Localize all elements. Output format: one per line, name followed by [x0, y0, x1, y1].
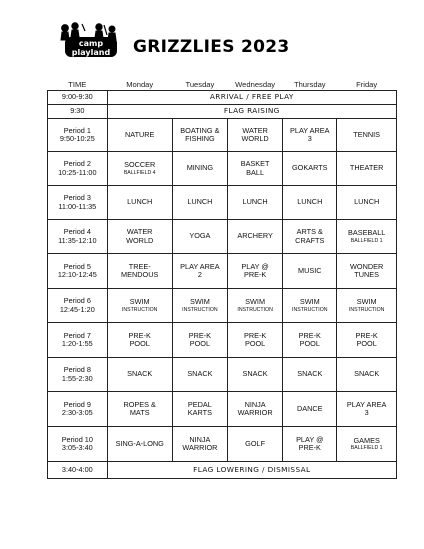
column-header-thursday: Thursday	[293, 79, 326, 89]
activity-name: WONDER TUNES	[350, 261, 384, 279]
column-header-tuesday: Tuesday	[185, 79, 215, 89]
logo-text-top: camp	[78, 39, 104, 48]
activity-cell	[337, 323, 397, 358]
activity-cell	[283, 254, 337, 289]
activity-name: DANCE	[297, 403, 323, 413]
activity-name: SNACK	[187, 369, 213, 379]
activity-name: PLAY AREA 3	[290, 125, 330, 143]
activity-name: PLAY @ PRE-K	[241, 261, 269, 279]
activity-cell	[107, 427, 172, 462]
banner-cell: ARRIVAL / FREE PLAY	[107, 91, 396, 105]
activity-cell	[337, 289, 397, 323]
header-row	[48, 78, 397, 91]
activity-name: TREE- MENDOUS	[121, 261, 159, 279]
activity-cell	[172, 427, 227, 462]
activity-name: BOATING & FISHING	[180, 125, 220, 143]
activity-location: BALLFIELD 1	[350, 445, 383, 452]
activity-name: NINJA WARRIOR	[182, 434, 218, 452]
activity-cell	[172, 289, 227, 323]
activity-name: BASKET BALL	[240, 159, 270, 177]
activity-name: NINJA WARRIOR	[237, 399, 273, 417]
schedule-row	[48, 91, 397, 105]
activity-cell	[172, 220, 227, 254]
activity-name: PRE-K POOL	[298, 330, 321, 348]
activity-cell	[337, 220, 397, 254]
schedule-row	[48, 462, 397, 479]
schedule-row	[48, 119, 397, 152]
activity-cell	[228, 220, 283, 254]
activity-cell	[283, 358, 337, 392]
activity-name: THEATER	[349, 163, 384, 173]
activity-name: SOCCER	[124, 160, 156, 170]
time-cell: 9:00-9:30	[48, 91, 108, 105]
activity-name: SNACK	[297, 369, 323, 379]
activity-name: WATER WORLD	[126, 227, 154, 245]
activity-name: MINING	[186, 163, 214, 173]
activity-name: SWIM	[245, 297, 266, 307]
activity-name: SING-A-LONG	[115, 438, 164, 448]
activity-cell	[172, 358, 227, 392]
activity-location: INSTRUCTION	[121, 306, 158, 313]
schedule-row	[48, 289, 397, 323]
activity-location: INSTRUCTION	[292, 306, 328, 313]
activity-cell	[172, 152, 227, 186]
activity-cell	[228, 358, 283, 392]
activity-name: GOKARTS	[291, 163, 328, 173]
activity-name: PRE-K POOL	[355, 330, 378, 348]
activity-location: BALLFIELD 4	[123, 169, 156, 176]
activity-cell	[337, 392, 397, 427]
schedule-row	[48, 105, 397, 119]
activity-cell	[228, 392, 283, 427]
activity-name: NATURE	[124, 129, 155, 139]
activity-cell	[283, 152, 337, 186]
activity-cell	[228, 186, 283, 220]
time-cell: Period 6 12:45-1:20	[48, 289, 108, 323]
activity-cell	[107, 220, 172, 254]
schedule-row	[48, 254, 397, 289]
activity-name: PLAY AREA 2	[180, 261, 220, 279]
time-cell: Period 3 11:00-11:35	[48, 186, 108, 220]
activity-name: SWIM	[189, 297, 210, 307]
activity-cell	[228, 427, 283, 462]
activity-cell	[107, 254, 172, 289]
activity-cell	[107, 289, 172, 323]
activity-cell	[172, 186, 227, 220]
activity-cell	[107, 152, 172, 186]
time-cell: Period 2 10:25-11:00	[48, 152, 108, 186]
camp-playland-logo	[57, 21, 123, 61]
activity-cell	[283, 392, 337, 427]
schedule-row	[48, 392, 397, 427]
time-cell: 3:40-4:00	[48, 462, 108, 479]
column-header-friday: Friday	[356, 79, 378, 89]
activity-cell	[107, 392, 172, 427]
column-header-time: TIME	[68, 79, 87, 89]
activity-name: ARCHERY	[237, 231, 273, 241]
time-cell: Period 8 1:55-2:30	[48, 358, 108, 392]
activity-location: INSTRUCTION	[348, 306, 385, 313]
banner-cell: FLAG LOWERING / DISMISSAL	[107, 462, 396, 479]
activity-name: LUNCH	[187, 197, 213, 207]
activity-name: LUNCH	[127, 197, 153, 207]
activity-name: ROPES & MATS	[123, 399, 156, 417]
activity-location: BALLFIELD 1	[350, 237, 383, 244]
activity-name: LUNCH	[242, 197, 268, 207]
schedule-body	[48, 91, 397, 479]
activity-name: PLAY AREA 3	[346, 399, 387, 417]
activity-name: GOLF	[245, 438, 266, 448]
activity-cell	[283, 220, 337, 254]
activity-cell	[172, 323, 227, 358]
activity-cell	[337, 427, 397, 462]
activity-name: GAMES	[353, 435, 380, 445]
activity-name: ARTS & CRAFTS	[295, 227, 325, 245]
activity-cell	[337, 186, 397, 220]
activity-cell	[228, 152, 283, 186]
schedule-row	[48, 323, 397, 358]
activity-cell	[228, 119, 283, 152]
time-cell: Period 5 12:10-12:45	[48, 254, 108, 289]
activity-name: PRE-K POOL	[243, 330, 267, 348]
banner-cell: FLAG RAISING	[107, 105, 396, 119]
page-title: GRIZZLIES 2023	[133, 37, 290, 57]
schedule-table	[47, 78, 397, 479]
time-cell: Period 4 11:35-12:10	[48, 220, 108, 254]
schedule-row	[48, 358, 397, 392]
activity-name: PRE-K POOL	[128, 330, 151, 348]
activity-location: INSTRUCTION	[237, 306, 273, 313]
activity-name: LUNCH	[297, 197, 323, 207]
activity-name: SWIM	[129, 297, 150, 307]
activity-cell	[283, 289, 337, 323]
activity-name: SNACK	[354, 369, 380, 379]
activity-name: PEDAL KARTS	[187, 399, 212, 417]
activity-cell	[283, 119, 337, 152]
activity-cell	[172, 254, 227, 289]
activity-cell	[228, 323, 283, 358]
activity-cell	[107, 358, 172, 392]
activity-cell	[172, 119, 227, 152]
activity-name: PRE-K POOL	[188, 330, 212, 348]
activity-name: YOGA	[189, 231, 211, 241]
column-header-wednesday: Wednesday	[235, 79, 276, 89]
schedule-row	[48, 186, 397, 220]
activity-name: SWIM	[299, 297, 320, 307]
activity-cell	[337, 254, 397, 289]
activity-cell	[107, 323, 172, 358]
time-cell: Period 9 2:30-3:05	[48, 392, 108, 427]
time-cell: Period 7 1:20-1:55	[48, 323, 108, 358]
activity-name: MUSIC	[298, 265, 322, 275]
activity-cell	[283, 186, 337, 220]
activity-name: TENNIS	[353, 129, 381, 139]
activity-cell	[337, 119, 397, 152]
activity-cell	[172, 392, 227, 427]
activity-name: LUNCH	[354, 197, 380, 207]
activity-name: PLAY @ PRE-K	[296, 434, 324, 452]
column-header-monday: Monday	[126, 79, 154, 89]
activity-cell	[337, 152, 397, 186]
schedule-row	[48, 427, 397, 462]
activity-name: SNACK	[127, 369, 153, 379]
time-cell: Period 10 3:05-3:40	[48, 427, 108, 462]
logo-text-bottom: playland	[71, 48, 111, 57]
activity-name: SWIM	[356, 297, 377, 307]
activity-cell	[337, 358, 397, 392]
activity-cell	[107, 119, 172, 152]
activity-location: INSTRUCTION	[182, 306, 218, 313]
time-cell: Period 1 9:50-10:25	[48, 119, 108, 152]
activity-cell	[283, 427, 337, 462]
schedule-row	[48, 220, 397, 254]
activity-cell	[107, 186, 172, 220]
activity-name: SNACK	[242, 369, 268, 379]
activity-cell	[228, 254, 283, 289]
schedule-row	[48, 152, 397, 186]
activity-name: BASEBALL	[348, 228, 386, 238]
activity-cell	[283, 323, 337, 358]
activity-name: WATER WORLD	[241, 125, 269, 143]
activity-cell	[228, 289, 283, 323]
time-cell: 9:30	[48, 105, 108, 119]
